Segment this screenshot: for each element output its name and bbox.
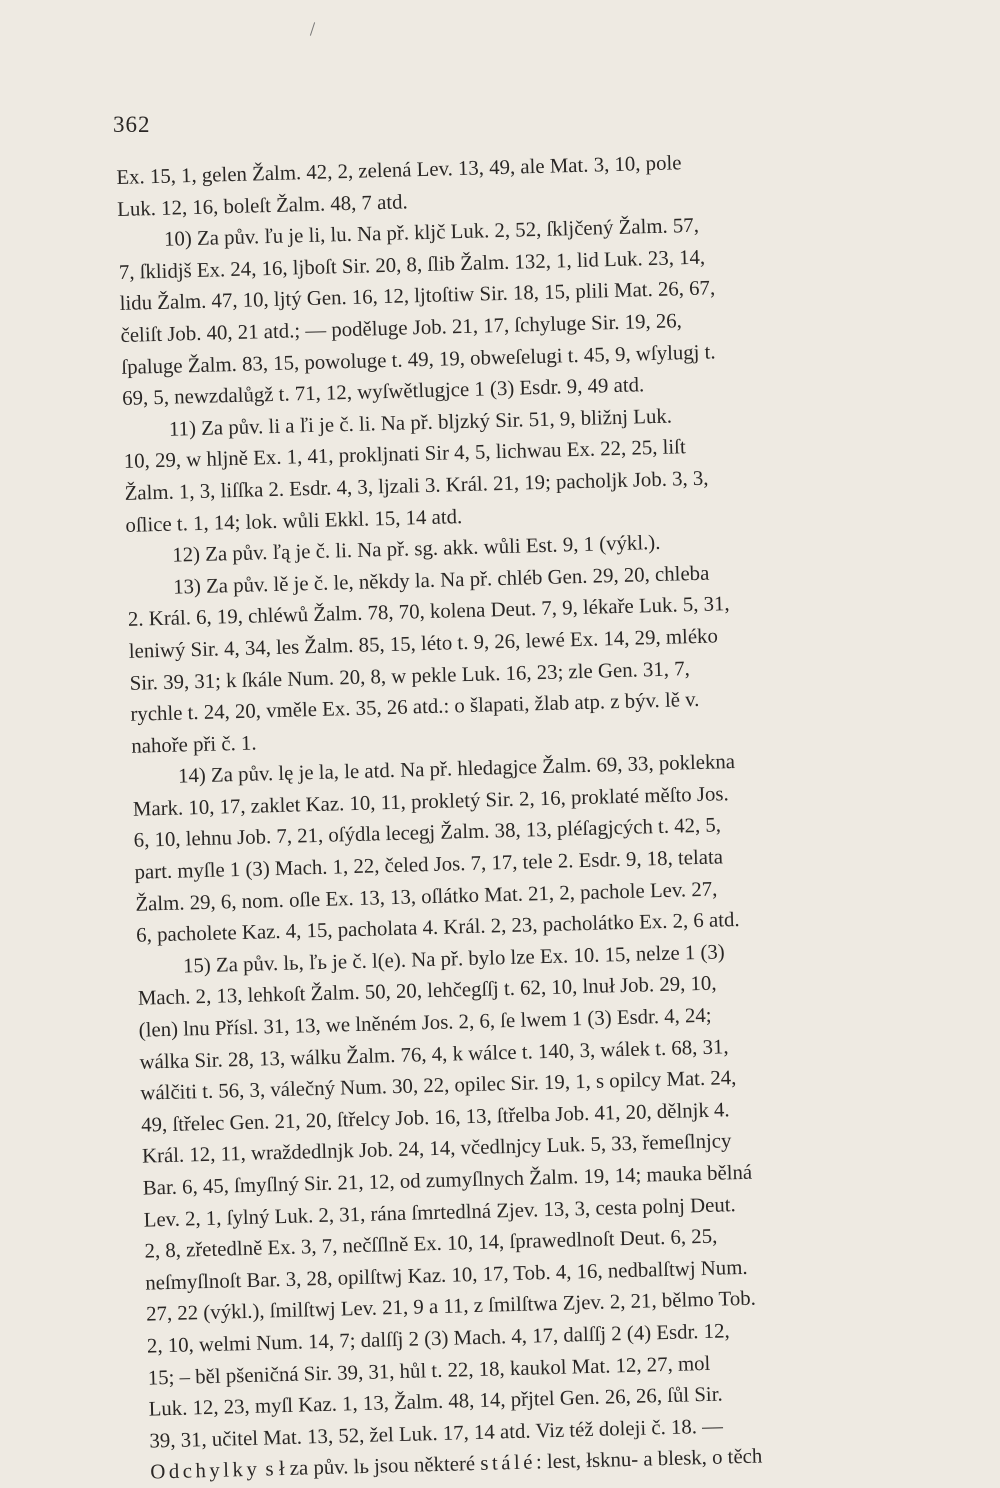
text-lines: [116, 141, 950, 1457]
page-number: 362: [113, 112, 151, 137]
text-line: Luk. 12, 23, myſl Kaz. 1, 13, Žalm. 48, 14, přjtel Gen. 26, 26, ſůl Sir.: [148, 1382, 723, 1421]
text-line: Král. 12, 11, wraždedlnjk Job. 24, 14, včedlnjcy Luk. 5, 33, řemeſlnjcy: [141, 1129, 732, 1169]
text-line: wálčiti t. 56, 3, válečný Num. 30, 22, opilec Sir. 19, 1, s opilcy Mat. 24,: [140, 1066, 737, 1105]
text-line: 27, 22 (výkl.), ſmilſtwj Lev. 21, 9 a 11, z ſmilſtwa Zjev. 2, 21, bělmo Tob.: [145, 1287, 757, 1326]
spaced-word: stálé: [480, 1450, 537, 1476]
text-line: lidu Žalm. 47, 10, ljtý Gen. 16, 12, ljtoſtiw Sir. 18, 15, plili Mat. 26, 67,: [119, 276, 716, 316]
text-line: 39, 31, učitel Mat. 13, 52, žel Luk. 17, 14 atd. Viz též doleji č. 18. —: [149, 1414, 724, 1453]
text-line: ſpaluge Žalm. 83, 15, powoluge t. 49, 19, obweſelugi t. 45, 9, wſylugj t.: [121, 339, 716, 379]
text-line: 13) Za pův. lě je č. le, někdy la. Na př. chléb Gen. 29, 20, chleba: [172, 561, 710, 599]
text-line: čeliſt Job. 40, 21 atd.; — poděluge Job. 21, 17, ſchyluge Sir. 19, 26,: [120, 309, 683, 347]
text-line: oſlice t. 1, 14; lok. wůli Ekkl. 15, 14 atd.: [125, 504, 463, 537]
text-line: 15) Za pův. lь, ľь je č. l(e). Na př. bylo lze Ex. 10. 15, nelze 1 (3): [182, 940, 725, 978]
text-line: 12) Za pův. ľą je č. li. Na př. sg. akk. wůli Est. 9, 1 (výkl.).: [172, 531, 661, 567]
text-line: leniwý Sir. 4, 34, les Žalm. 85, 15, léto t. 9, 26, lewé Ex. 14, 29, mléko: [128, 624, 719, 663]
text-line: rychle t. 24, 20, vměle Ex. 35, 26 atd.: o šlapati, žlab atp. z býv. lě v.: [130, 688, 700, 726]
text-line: 69, 5, newzdalůgž t. 71, 12, wyſwětlugjce 1 (3) Esdr. 9, 49 atd.: [121, 373, 645, 411]
text-line: Lev. 2, 1, ſylný Luk. 2, 31, rána ſmrtedlná Zjev. 13, 3, cesta polnj Deut.: [143, 1192, 736, 1232]
text-line: Luk. 12, 16, boleſt Žalm. 48, 7 atd.: [116, 189, 408, 221]
spaced-word: Odchylky: [150, 1458, 261, 1484]
line-fragment: s ł za pův. lь jsou některé: [260, 1452, 481, 1482]
line-fragment: : lest, łsknu- a blesk, o těch: [535, 1444, 763, 1474]
text-line: 10) Za pův. ľu je li, lu. Na př. kljč Luk. 2, 52, ſkljčený Žalm. 57,: [163, 213, 700, 251]
body-text: [116, 141, 950, 1488]
text-line: 6, pacholete Kaz. 4, 15, pacholata 4. Král. 2, 23, pacholátko Ex. 2, 6 atd.: [135, 908, 740, 947]
text-line: neſmyſlnoſt Bar. 3, 28, opilſtwj Kaz. 10, 17, Tob. 4, 16, nedbalſtwj Num.: [145, 1255, 748, 1295]
text-line: Mach. 2, 13, lehkoſt Žalm. 50, 20, lehčegſſj t. 62, 10, lnuł Job. 29, 10,: [137, 972, 717, 1011]
text-line: Bar. 6, 45, ſmyſlný Sir. 21, 12, od zumyſlnych Žalm. 19, 14; mauka bělná: [142, 1160, 753, 1200]
text-line: Ex. 15, 1, gelen Žalm. 42, 2, zelená Lev. 13, 49, ale Mat. 3, 10, pole: [116, 151, 682, 189]
text-line: 7, ſklidjš Ex. 24, 16, ljboſt Sir. 20, 8, ſlib Žalm. 132, 1, lid Luk. 23, 14,: [118, 245, 706, 284]
text-line: Sir. 39, 31; k ſkále Num. 20, 8, w pekle Luk. 16, 23; zle Gen. 31, 7,: [129, 656, 691, 695]
text-line: Žalm. 29, 6, nom. oſle Ex. 13, 13, oſlátko Mat. 21, 2, pachole Lev. 27,: [135, 877, 718, 916]
text-line: Žalm. 1, 3, liſſka 2. Esdr. 4, 3, ljzali 3. Král. 21, 19; pacholjk Job. 3, 3,: [124, 466, 709, 505]
text-line: 10, 29, w hljně Ex. 1, 41, prokljnati Sir 4, 5, lichwau Ex. 22, 25, liſt: [123, 435, 687, 474]
pencil-mark: [310, 22, 315, 36]
text-line: 14) Za pův. lę je la, le atd. Na př. hledagjce Žalm. 69, 33, poklekna: [177, 750, 736, 788]
text-line: (len) lnu Přísl. 31, 13, we lněném Jos. 2, 6, ſe lwem 1 (3) Esdr. 4, 24;: [138, 1003, 712, 1042]
text-line: 2. Král. 6, 19, chléwů Žalm. 78, 70, kolena Deut. 7, 9, lékaře Luk. 5, 31,: [127, 592, 730, 632]
text-line: part. myſle 1 (3) Mach. 1, 22, čeled Jos. 7, 17, tele 2. Esdr. 9, 18, telata: [134, 845, 724, 884]
text-line: 6, 10, lehnu Job. 7, 21, oſýdla lecegj Žalm. 38, 13, pléſagjcých t. 42, 5,: [133, 813, 722, 853]
text-line: nahoře při č. 1.: [130, 731, 257, 758]
text-line: 15; – běl pšeničná Sir. 39, 31, hůl t. 22, 18, kaukol Mat. 12, 27, mol: [147, 1351, 711, 1390]
text-line: 2, 8, zřetedlně Ex. 3, 7, nečſſlně Ex. 10, 14, ſprawedlnoſt Deut. 6, 25,: [144, 1224, 718, 1263]
text-line: wálka Sir. 28, 13, wálku Žalm. 76, 4, k wálce t. 140, 3, wálek t. 68, 31,: [139, 1034, 729, 1074]
text-line: 11) Za pův. li a ľi je č. li. Na př. bljzký Sir. 51, 9, bližnj Luk.: [168, 404, 673, 441]
text-line: 2, 10, welmi Num. 14, 7; dalſſj 2 (3) Mach. 4, 17, dalſſj 2 (4) Esdr. 12,: [146, 1319, 730, 1358]
text-line: Mark. 10, 17, zaklet Kaz. 10, 11, prokletý Sir. 2, 16, proklaté měſto Jos.: [132, 782, 729, 821]
text-line: 49, ſtřelec Gen. 21, 20, ſtřelcy Job. 16, 13, ſtřelba Job. 41, 20, dělnjk 4.: [140, 1098, 730, 1137]
